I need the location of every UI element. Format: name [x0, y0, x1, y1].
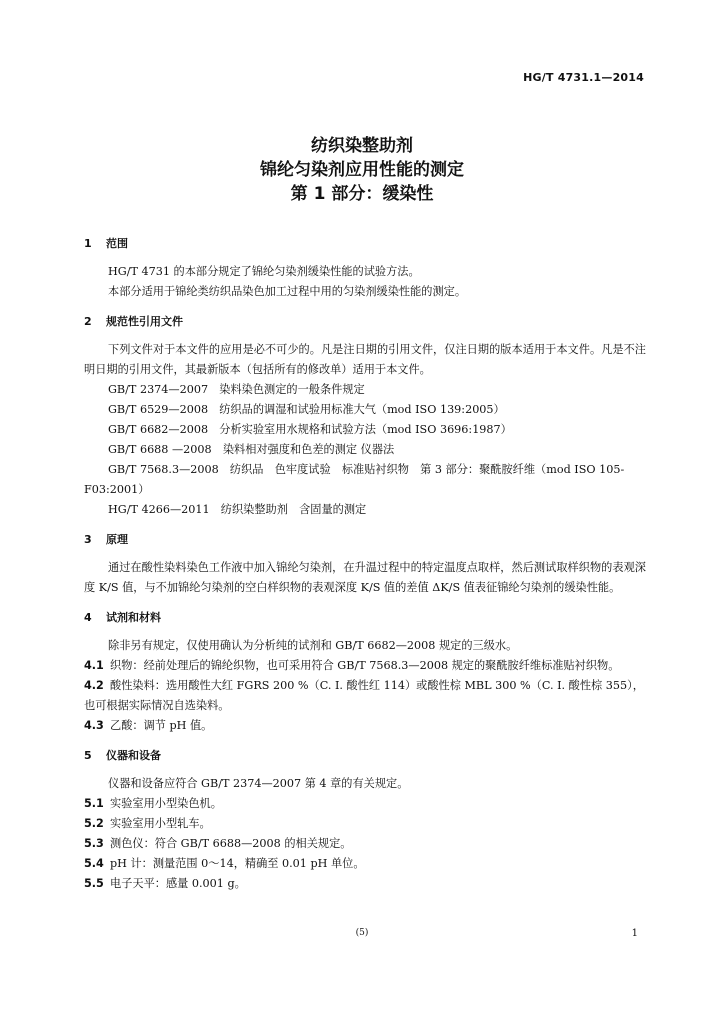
clause-text: 实验室用小型轧车。 — [110, 817, 211, 830]
clause-text: 酸性染料：选用酸性大红 FGRS 200 %（C. I. 酸性红 114）或酸性棕 MBL 300 %（C. I. 酸性棕 355），也可根据实际情况自选染料。 — [84, 679, 644, 712]
section-title: 仪器和设备 — [106, 749, 161, 762]
clause-number: 4.3 — [84, 719, 104, 732]
standard-code: HG/T 4731.1—2014 — [523, 71, 644, 84]
clause-text: pH 计：测量范围 0～14，精确至 0.01 pH 单位。 — [110, 857, 365, 870]
clause-text: 电子天平：感量 0.001 g。 — [110, 877, 246, 890]
section-heading-scope — [84, 235, 646, 253]
reference-item: GB/T 7568.3—2008 纺织品 色牢度试验 标准贴衬织物 第 3 部分：聚酰胺纤维（mod ISO 105-F03:2001） — [84, 463, 625, 496]
paragraph: 仪器和设备应符合 GB/T 2374—2007 第 4 章的有关规定。 — [108, 777, 409, 790]
reference-item: GB/T 2374—2007 染料染色测定的一般条件规定 — [108, 383, 365, 396]
paragraph: 通过在酸性染料染色工作液中加入锦纶匀染剂，在升温过程中的特定温度点取样，然后测试取样织物的表观深度 K/S 值，与不加锦纶匀染剂的空白样织物的表观深度 K/S 值的差值 ΔK/S 值表征锦纶匀染剂的缓染性能。 — [84, 561, 646, 594]
clause-number: 4.2 — [84, 679, 104, 692]
paragraph: 除非另有规定，仅使用确认为分析纯的试剂和 GB/T 6682—2008 规定的三级水。 — [108, 639, 518, 652]
title-line-3: 第 1 部分：缓染性 — [290, 184, 434, 204]
reference-item: HG/T 4266—2011 纺织染整助剂 含固量的测定 — [108, 503, 367, 516]
paragraph: 下列文件对于本文件的应用是必不可少的。凡是注日期的引用文件，仅注日期的版本适用于本文件。凡是不注明日期的引用文件，其最新版本（包括所有的修改单）适用于本文件。 — [84, 343, 646, 376]
document-title — [0, 134, 724, 206]
clause-text: 乙酸：调节 pH 值。 — [110, 719, 213, 732]
section-number: 4 — [84, 611, 92, 624]
clause-item — [84, 676, 646, 716]
section-number: 1 — [84, 237, 92, 250]
clause-number: 5.1 — [84, 797, 104, 810]
clause-number: 5.4 — [84, 857, 104, 870]
section-title: 原理 — [106, 533, 128, 546]
paragraph: 本部分适用于锦纶类纺织品染色加工过程中用的匀染剂缓染性能的测定。 — [108, 285, 467, 298]
section-title: 范围 — [106, 237, 128, 250]
clause-text: 织物：经前处理后的锦纶织物，也可采用符合 GB/T 7568.3—2008 规定的聚酰胺纤维标准贴衬织物。 — [110, 659, 620, 672]
section-title: 规范性引用文件 — [106, 315, 183, 328]
clause-number: 4.1 — [84, 659, 104, 672]
clause-item — [84, 834, 646, 854]
section-heading-principle — [84, 531, 646, 549]
clause-text: 实验室用小型染色机。 — [110, 797, 222, 810]
clause-item — [84, 814, 646, 834]
section-number: 3 — [84, 533, 92, 546]
title-line-1: 纺织染整助剂 — [311, 136, 413, 156]
reference-item: GB/T 6682—2008 分析实验室用水规格和试验方法（mod ISO 3696:1987） — [108, 423, 512, 436]
clause-item — [84, 716, 646, 736]
clause-item — [84, 874, 646, 894]
section-number: 5 — [84, 749, 92, 762]
clause-number: 5.2 — [84, 817, 104, 830]
clause-text: 测色仪：符合 GB/T 6688—2008 的相关规定。 — [110, 837, 352, 850]
reference-item: GB/T 6529—2008 纺织品的调湿和试验用标准大气（mod ISO 139:2005） — [108, 403, 505, 416]
page-number: 1 — [631, 928, 638, 939]
title-line-2: 锦纶匀染剂应用性能的测定 — [260, 160, 464, 180]
section-heading-apparatus — [84, 747, 646, 765]
document-body — [84, 235, 646, 894]
section-heading-reagents — [84, 609, 646, 627]
footer-sequence: (5) — [355, 928, 369, 938]
section-number: 2 — [84, 315, 92, 328]
clause-number: 5.3 — [84, 837, 104, 850]
section-heading-normative-references — [84, 313, 646, 331]
clause-number: 5.5 — [84, 877, 104, 890]
section-title: 试剂和材料 — [106, 611, 161, 624]
reference-item: GB/T 6688 —2008 染料相对强度和色差的测定 仪器法 — [108, 443, 395, 456]
clause-item — [84, 794, 646, 814]
clause-item — [84, 854, 646, 874]
paragraph: HG/T 4731 的本部分规定了锦纶匀染剂缓染性能的试验方法。 — [108, 265, 420, 278]
clause-item — [84, 656, 646, 676]
